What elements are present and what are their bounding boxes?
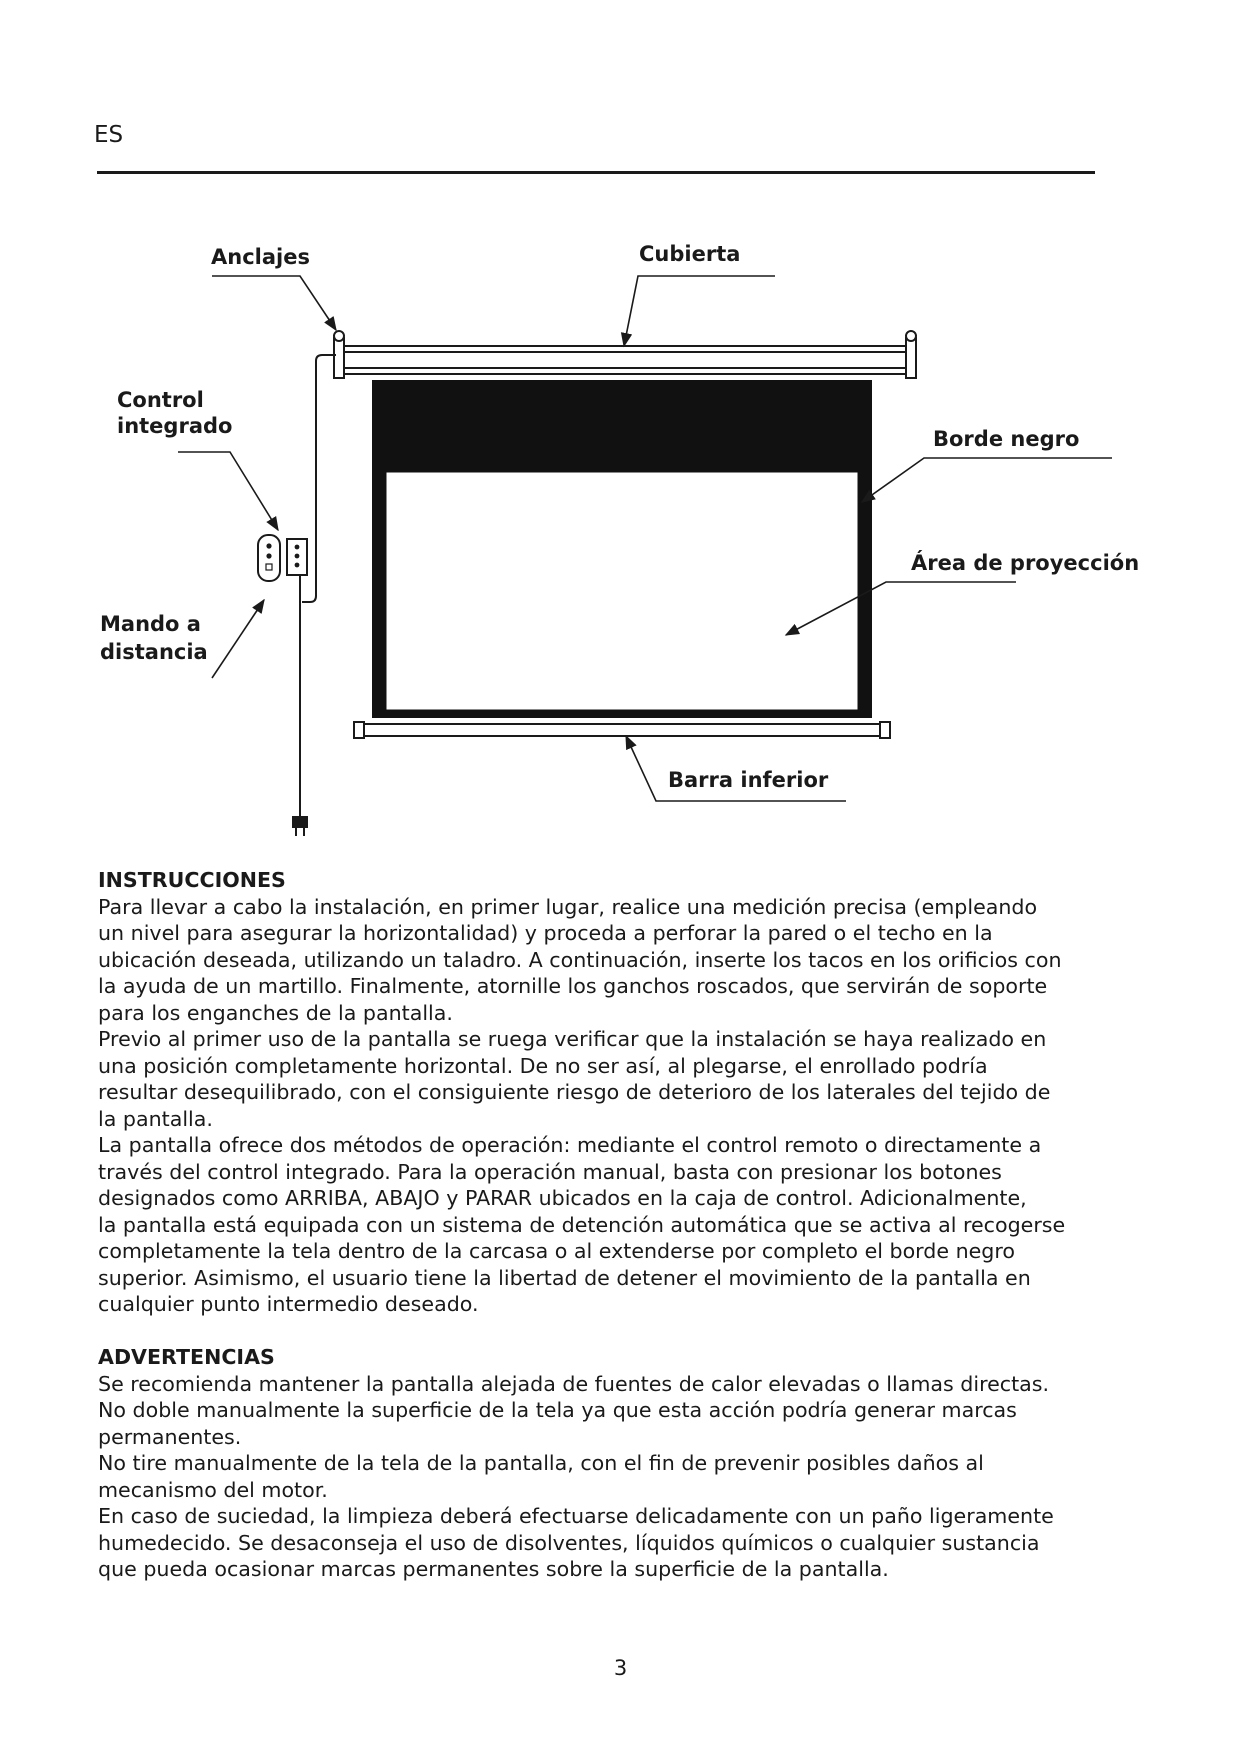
label-anchors: Anclajes [211,245,310,269]
label-cover: Cubierta [639,242,741,266]
power-cable [300,355,336,822]
label-bottom-bar: Barra inferior [668,768,829,792]
instructions-line: superior. Asimismo, el usuario tiene la libertad de detener el movimiento de la pantalla en [98,1265,1031,1290]
instructions-line: La pantalla ofrece dos métodos de operación: mediante el control remoto o directamente a [98,1133,1042,1157]
warnings-line: mecanismo del motor. [98,1477,328,1502]
instructions-line: la pantalla está equipada con un sistema de detención automática que se activa al recogerse [98,1212,1066,1237]
instructions-line: la pantalla. [98,1106,213,1131]
warnings-line: No doble manualmente la superficie de la tela ya que esta acción podría generar marcas [98,1398,1017,1422]
instructions-line: través del control integrado. Para la operación manual, basta con presionar los botones [98,1159,1002,1184]
warnings-line: En caso de suciedad, la limpieza deberá efectuarse delicadamente con un paño ligeramente [98,1504,1054,1528]
label-border: Borde negro [933,427,1080,451]
instructions-line: resultar desequilibrado, con el consiguiente riesgo de deterioro de los laterales del tejido de [98,1080,1051,1104]
instructions-line: para los enganches de la pantalla. [98,1000,453,1025]
instructions-line: un nivel para asegurar la horizontalidad) y proceda a perforar la pared o el techo en la [98,921,993,945]
instructions-line: ubicación deseada, utilizando un taladro. A continuación, inserte los tacos en los orificios con [98,947,1062,972]
remote-leader [212,600,264,678]
bottom-bar [354,722,890,738]
integrated-control-box [287,539,307,575]
projection-area [386,472,858,710]
warnings-line: humedecido. Se desaconseja el uso de disolventes, líquidos químicos o cualquier sustancia [98,1530,1040,1555]
warnings-heading: ADVERTENCIAS [98,1345,275,1369]
instructions-line: designados como ARRIBA, ABAJO y PARAR ubicados en la caja de control. Adicionalmente, [98,1186,1027,1210]
instructions-line: la ayuda de un martillo. Finalmente, atornille los ganchos roscados, que servirán de soporte [98,974,1048,998]
instructions-line: Para llevar a cabo la instalación, en primer lugar, realice una medición precisa (empleando [98,894,1038,919]
warnings-section [98,1344,1158,1583]
warnings-line: que pueda ocasionar marcas permanentes sobre la superficie de la pantalla. [98,1557,889,1581]
cover-leader [624,276,775,346]
label-projection-area: Área de proyección [911,551,1140,575]
label-control-line2: integrado [117,414,233,438]
instructions-line: Previo al primer uso de la pantalla se ruega verificar que la instalación se haya realizado en [98,1027,1047,1051]
power-plug [292,816,308,836]
warnings-line: permanentes. [98,1424,242,1449]
instructions-section [98,867,1158,1318]
screen-fabric [372,380,872,718]
screen-diagram [0,0,1241,860]
label-remote-line1: Mando a [100,612,201,636]
anchors-leader [212,276,336,330]
warnings-line: Se recomienda mantener la pantalla alejada de fuentes de calor elevadas o llamas directas. [98,1371,1050,1396]
language-code: ES [94,122,124,148]
label-remote-line2: distancia [100,640,208,664]
warnings-line: No tire manualmente de la tela de la pantalla, con el fin de prevenir posibles daños al [98,1451,984,1475]
label-control-line1: Control [117,388,204,412]
instructions-line: una posición completamente horizontal. De no ser así, al plegarse, el enrollado podría [98,1053,988,1078]
control-leader [178,452,278,530]
instructions-heading: INSTRUCCIONES [98,868,286,892]
remote-control [258,535,280,581]
instructions-line: cualquier punto intermedio deseado. [98,1292,479,1316]
instructions-line: completamente la tela dentro de la carcasa o al extenderse por completo el borde negro [98,1239,1015,1263]
page-number: 3 [613,1656,628,1680]
border-leader [862,458,1112,502]
